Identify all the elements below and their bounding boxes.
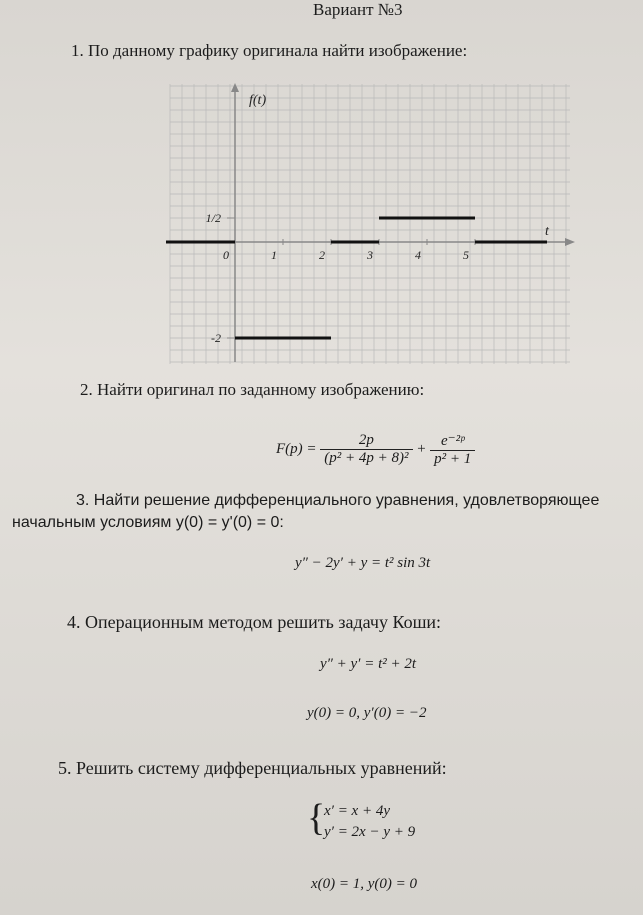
problem-2-text: 2. Найти оригинал по заданному изображению:	[80, 380, 425, 399]
step-function-chart	[160, 82, 580, 367]
problem-3-text-line-2: начальным условиям y(0) = y'(0) = 0:	[12, 514, 284, 531]
problem-5-conditions: x(0) = 1, y(0) = 0	[311, 876, 418, 892]
formula-lhs: F(p) =	[276, 440, 317, 457]
problem-5-text: 5. Решить систему дифференциальных уравнений:	[58, 758, 447, 778]
problem-4-text: 4. Операционным методом решить задачу Коши:	[67, 612, 442, 632]
x-axis-arrow	[565, 238, 575, 246]
fraction-1	[320, 432, 412, 467]
problem-3-text-line-1: 3. Найти решение дифференциального уравнения, удовлетворяющее	[76, 492, 600, 509]
x-tick-label: 4	[415, 248, 421, 262]
x-tick-label: 5	[463, 248, 469, 262]
x-axis-label: t	[545, 224, 549, 239]
problem-2-formula	[276, 431, 475, 468]
system-equation-1: x′ = x + 4y	[324, 803, 390, 819]
y-axis-arrow	[231, 83, 239, 92]
x-tick-label: 0	[223, 248, 229, 262]
formula-plus: +	[416, 440, 427, 457]
system-brace: {	[307, 797, 326, 839]
fraction-1-denominator: (p² + 4p + 8)²	[324, 450, 409, 466]
fraction-2-denominator: p² + 1	[434, 451, 472, 467]
x-tick-label: 3	[367, 248, 373, 262]
x-tick-label: 1	[271, 248, 277, 262]
y-tick-label: 1/2	[205, 211, 221, 225]
problem-1-text: 1. По данному графику оригинала найти изображение:	[71, 41, 468, 60]
fraction-2-numerator: e⁻²ᵖ	[430, 431, 475, 451]
x-tick-label: 2	[319, 248, 325, 262]
fraction-1-numerator: 2p	[320, 432, 412, 450]
y-axis-label: f(t)	[249, 93, 267, 108]
problem-3-equation: y″ − 2y′ + y = t² sin 3t	[295, 555, 431, 571]
fraction-2	[430, 431, 475, 468]
problem-4-conditions: y(0) = 0, y′(0) = −2	[307, 705, 427, 721]
page-title: Вариант №3	[313, 0, 403, 19]
chart-grid	[170, 84, 570, 364]
system-equation-2: y′ = 2x − y + 9	[324, 824, 416, 840]
problem-4-equation: y″ + y′ = t² + 2t	[320, 656, 417, 672]
y-tick-label: -2	[211, 331, 221, 345]
